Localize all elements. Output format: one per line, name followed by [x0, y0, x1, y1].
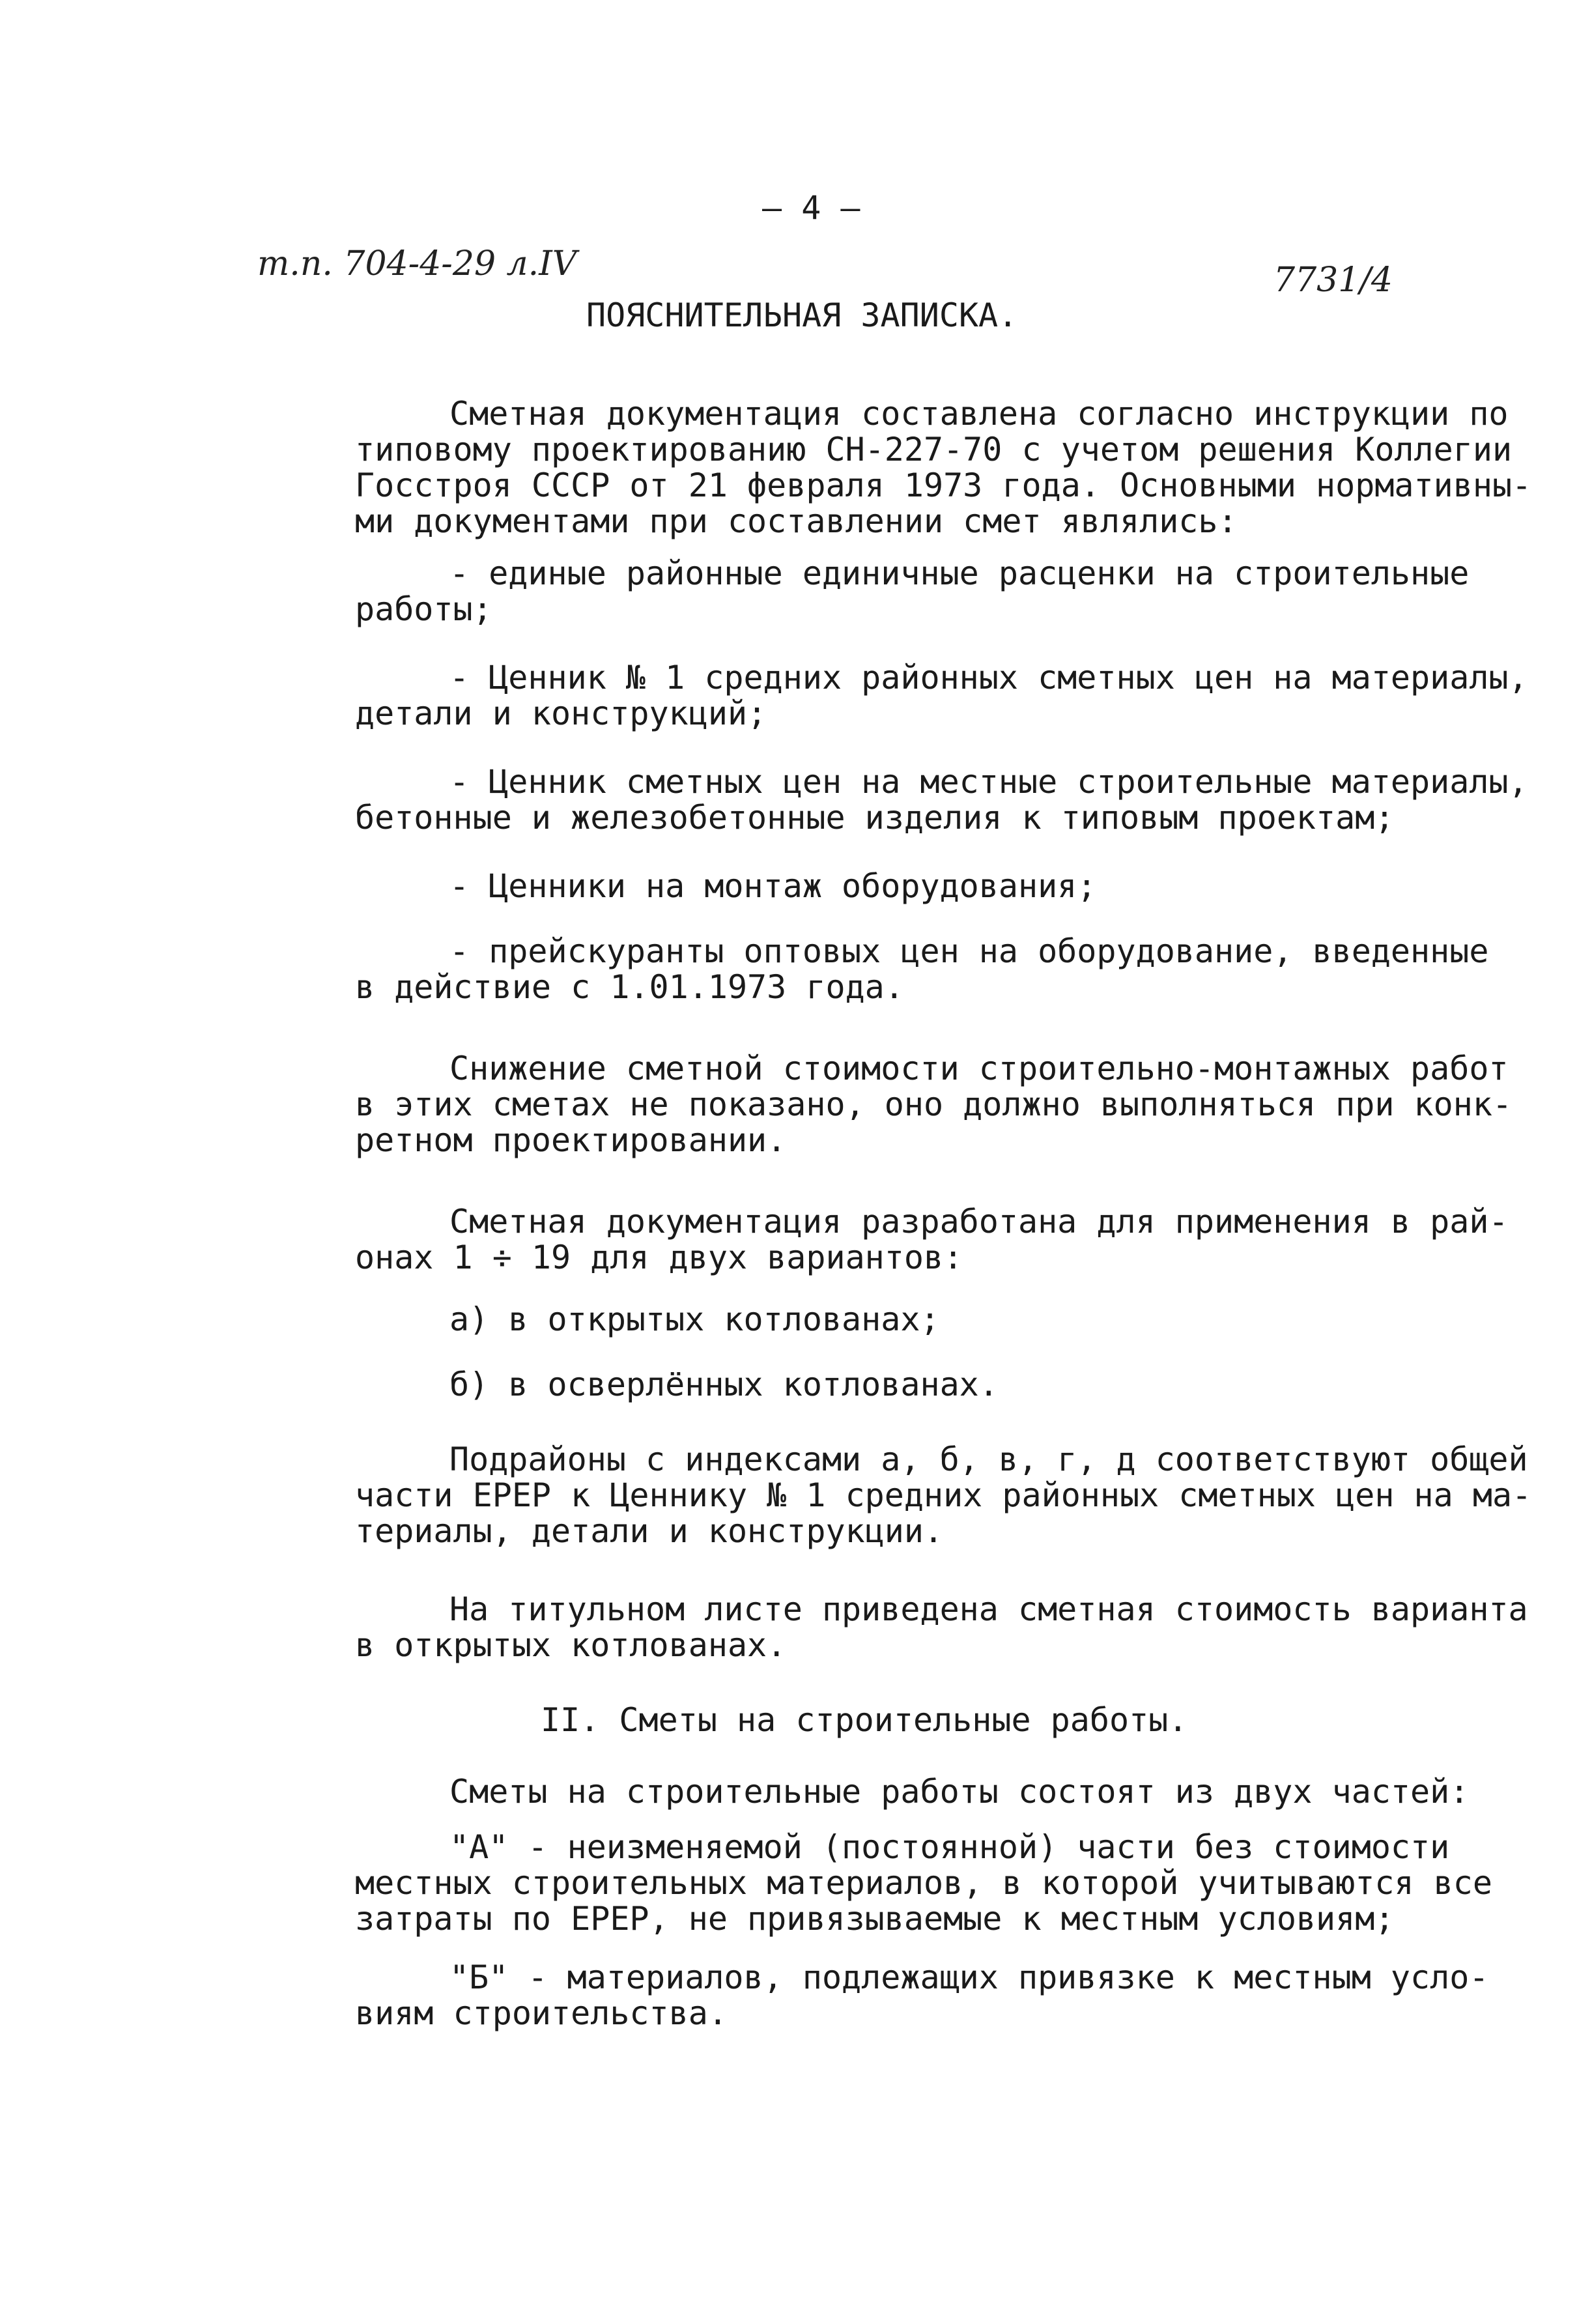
list-item-5-line-1: - прейскуранты оптовых цен на оборудование, введенные [449, 932, 1489, 970]
part-b-line-1: "Б" - материалов, подлежащих привязке к местным усло- [449, 1958, 1489, 1996]
part-a-line-3: затраты по ЕРЕР, не привязываемые к местным условиям; [355, 1900, 1395, 1938]
intro-line-2: типовому проектированию СН-227-70 с учетом решения Коллегии [355, 431, 1513, 468]
list-item-1-line-2: работы; [355, 590, 492, 628]
part-a-line-2: местных строительных материалов, в которой учитываются все [355, 1864, 1492, 1902]
list-item-2-line-1: - Ценник № 1 средних районных сметных цен на материалы, [449, 659, 1528, 696]
section-heading: II. Сметы на строительные работы. [541, 1701, 1188, 1739]
reduction-line-3: ретном проектировании. [355, 1121, 787, 1159]
regions-line-2: онах 1 ÷ 19 для двух вариантов: [355, 1239, 963, 1276]
archive-number: 7731/4 [1273, 261, 1393, 300]
list-item-4-line-1: - Ценники на монтаж оборудования; [449, 867, 1097, 905]
list-item-3-line-1: - Ценник сметных цен на местные строительные материалы, [449, 763, 1528, 801]
parts-intro: Сметы на строительные работы состоят из двух частей: [449, 1773, 1470, 1811]
title-sheet-line-2: в открытых котлованах. [355, 1626, 787, 1664]
subregions-line-2: части ЕРЕР к Ценнику № 1 средних районных сметных цен на ма- [355, 1476, 1532, 1514]
part-b-line-2: виям строительства. [355, 1994, 728, 2032]
part-a-line-1: "А" - неизменяемой (постоянной) части без стоимости [449, 1828, 1450, 1866]
list-item-5-line-2: в действие с 1.01.1973 года. [355, 968, 904, 1006]
subregions-line-1: Подрайоны с индексами а, б, в, г, д соответствуют общей [449, 1441, 1528, 1478]
regions-line-1: Сметная документация разработана для применения в рай- [449, 1203, 1509, 1241]
list-item-2-line-2: детали и конструкций; [355, 695, 767, 732]
variant-b: б) в осверлённых котлованах. [449, 1366, 999, 1403]
reduction-line-2: в этих сметах не показано, оно должно выполняться при конк- [355, 1085, 1513, 1123]
intro-line-1: Сметная документация составлена согласно инструкции по [449, 395, 1509, 433]
document-code: т.п. 704-4-29 л.IV [257, 244, 577, 283]
reduction-line-1: Снижение сметной стоимости строительно-монтажных работ [449, 1050, 1509, 1087]
list-item-1-line-1: - единые районные единичные расценки на строительные [449, 554, 1470, 592]
page-title: ПОЯСНИТЕЛЬНАЯ ЗАПИСКА. [586, 296, 1018, 334]
title-sheet-line-1: На титульном листе приведена сметная стоимость варианта [449, 1590, 1528, 1628]
intro-line-4: ми документами при составлении смет являлись: [355, 502, 1238, 540]
page-number: — 4 — [762, 189, 860, 227]
variant-a: а) в открытых котлованах; [449, 1300, 940, 1338]
intro-line-3: Госстроя СССР от 21 февраля 1973 года. Основными нормативны- [355, 466, 1532, 504]
list-item-3-line-2: бетонные и железобетонные изделия к типовым проектам; [355, 799, 1395, 837]
subregions-line-3: териалы, детали и конструкции. [355, 1512, 944, 1550]
